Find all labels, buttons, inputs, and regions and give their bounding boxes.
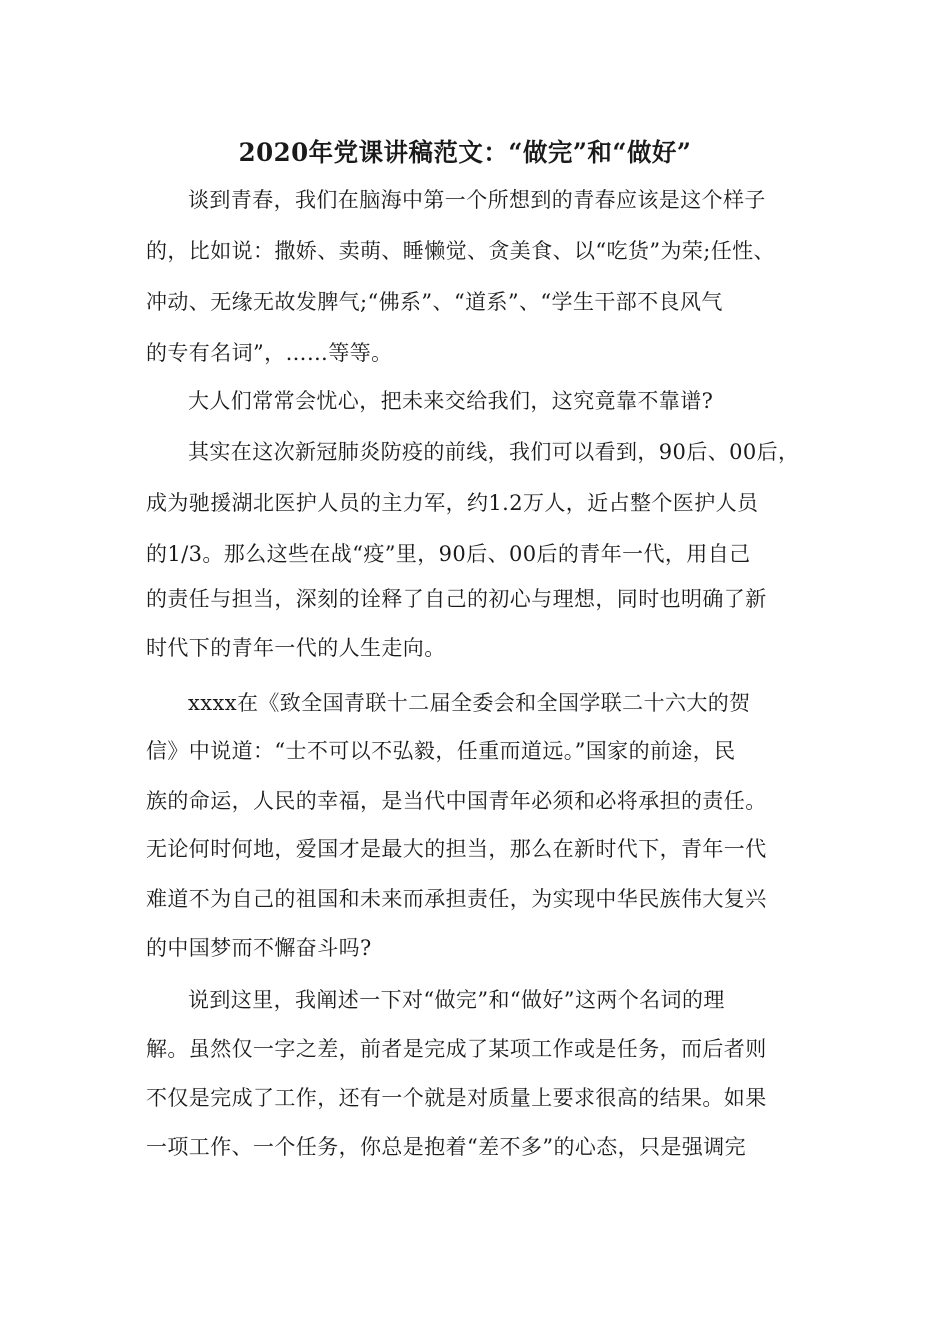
paragraph-4-line-2: 信》中说道：“士不可以不弘毅，任重而道远。”国家的前途，民: [146, 739, 736, 763]
paragraph-3-line-5: 时代下的青年一代的人生走向。: [146, 636, 446, 660]
paragraph-5-line-1: 说到这里，我阐述一下对“做完”和“做好”这两个名词的理: [188, 988, 725, 1012]
paragraph-1-line-3: 冲动、无缘无故发脾气;“佛系”、“道系”、“学生干部不良风气: [146, 290, 723, 314]
paragraph-1-line-2: 的，比如说：撒娇、卖萌、睡懒觉、贪美食、以“吃货”为荣;任性、: [146, 239, 775, 263]
paragraph-5-line-3: 不仅是完成了工作，还有一个就是对质量上要求很高的结果。如果: [146, 1086, 767, 1110]
paragraph-2-line-1: 大人们常常会忧心，把未来交给我们，这究竟靠不靠谱?: [188, 389, 714, 413]
paragraph-4-line-3: 族的命运，人民的幸福，是当代中国青年必须和必将承担的责任。: [146, 789, 767, 813]
paragraph-1-line-1: 谈到青春，我们在脑海中第一个所想到的青春应该是这个样子: [188, 188, 766, 212]
paragraph-3-line-2: 成为驰援湖北医护人员的主力军，约1.2万人，近占整个医护人员: [146, 491, 759, 515]
paragraph-4-line-6: 的中国梦而不懈奋斗吗?: [146, 936, 372, 960]
paragraph-3-line-3: 的1/3。那么这些在战“疫”里，90后、00后的青年一代，用自己: [146, 542, 751, 566]
paragraph-3-line-1: 其实在这次新冠肺炎防疫的前线，我们可以看到，90后、00后，: [188, 440, 800, 464]
document-title: 2020年党课讲稿范文：“做完”和“做好”: [238, 138, 692, 167]
paragraph-4-line-1: xxxx在《致全国青联十二届全委会和全国学联二十六大的贺: [188, 691, 751, 715]
paragraph-3-line-4: 的责任与担当，深刻的诠释了自己的初心与理想，同时也明确了新: [146, 587, 767, 611]
paragraph-5-line-2: 解。虽然仅一字之差，前者是完成了某项工作或是任务，而后者则: [146, 1037, 767, 1061]
paragraph-4-line-4: 无论何时何地，爱国才是最大的担当，那么在新时代下，青年一代: [146, 837, 767, 861]
paragraph-1-line-4: 的专有名词”，……等等。: [146, 341, 393, 365]
paragraph-5-line-4: 一项工作、一个任务，你总是抱着“差不多”的心态，只是强调完: [146, 1135, 747, 1159]
paragraph-4-line-5: 难道不为自己的祖国和未来而承担责任，为实现中华民族伟大复兴: [146, 887, 767, 911]
